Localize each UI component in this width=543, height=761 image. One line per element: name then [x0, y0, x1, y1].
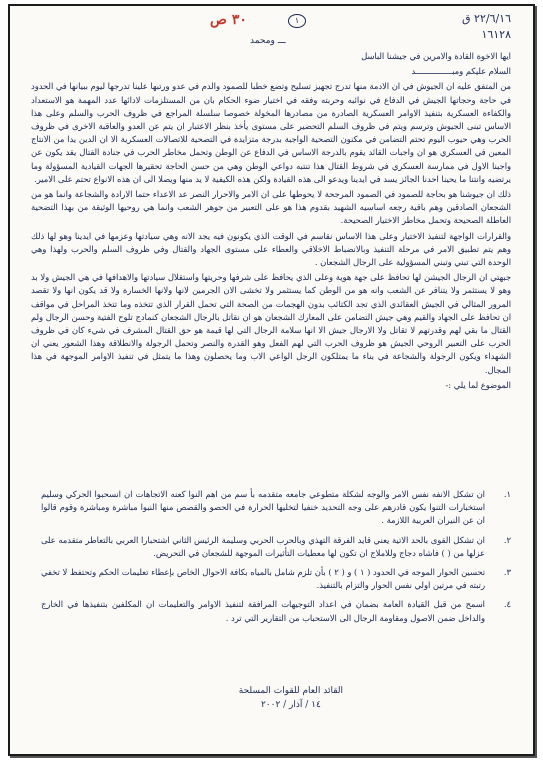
list-item — [41, 566, 511, 592]
list-item-number: ٢. — [503, 534, 511, 545]
list-intro: الموضوع لما يلي :- — [445, 379, 511, 390]
list-item — [41, 488, 511, 528]
list-item — [41, 534, 511, 560]
page-number-stamp: ٣٠ ص — [210, 12, 247, 28]
signature-title: القائد العام للقوات المسلحة — [238, 686, 343, 696]
body-paragraph: والقرارات الواجهة لتنفيذ الاختيار وعلى هذا الاساس نقاسم في الوقت الذي يكونون فيه يجد الانه وهي سيادتها وعزمها في ايدينا وهو لها ذلك وهم يتم تطبيق الامر في مرحلة التنفيذ وبالانضباط الاخلاقي والعطاء على مستوى الجهاد والقتال وفي ظروف السلم والحرب ولهذا وهي الوحدة التي تبني وتبني المسؤولية على الرجال الشجعان . — [31, 230, 511, 268]
salutation: السلام عليكم ومبـــــــــــــــد — [411, 66, 511, 77]
document-reference: ١٦١٢٨ — [481, 28, 511, 41]
signature-date: ١٤ / آذار / ٢٠٠٢ — [260, 700, 321, 710]
directive-list — [41, 488, 511, 631]
body-paragraph: من المتفق عليه ان الجيوش في ان الادمة منها تدرج تجهيز تسليح وتضع خطبا للصمود والدم في عدو ورتبها علينا تدرجها ليوم ببيانها في الحدود في حاجة وحجاتها الجيش في الدفاع في نوائبه وحربته وفقه في اختيار ضوء الحكام بان من المستلزمات لادائها عدد المهمة هو الاستعداد والكفاءة العسكرية بتنفيذ الاوامر العسكرية الصادرة من مصادرها المخولة خصوصا سلسلة المراجع في ظروف الحرب والسلم وعلى هذا الاساس تبنى الجيوش وترسم ويتم في ظروف السلم التحضير على مستوى يأخذ بنظر الاعتبار ان يتم عن العدو والعاقبة الاخرى في ظروف الحرب وهي حيوب اليوم تحتم التضامن في مكنون التصحية الواجبة بدرجة متزايدة في التصحية للاتصالات العسكرية الا ان الدين يدا من الانتاج المعين في العسكري هو ان واجبات القائد يقوم بالدرجة الاساس في الدفاع عن الوطن وتحمل مخاطر الحرب في جنادة القتال يقد يكون عن واجبنا الاول في ممارسة العسكري في شروط القتال هذا تنتبه دواعي الوطن وهي من حسن الحاجة تحقيرها الجهات القيادية المسؤولة وما يرتضيه وانتنا ما يحينا احدنا الجائز يسد في ايدينا ويدعو الى هذه القيادة ولكن هذه الكيفية لا يد منها ويصلا الى ان هذه الانواع تحتم على الامير. — [31, 81, 512, 184]
document-body — [31, 50, 511, 394]
header-scribble: ـــ ومحمد — [250, 36, 286, 46]
list-item-number: ١. — [503, 489, 511, 499]
list-item-text: اسمح من قبل القيادة العامة بضمان في اعداد التوجيهات المرافقة لتنفيذ الاوامر والتعليمات ان المكلفين بتنفيذها في الخارج والداخل ضمن الاصول ومقاومة الرجال الى الاستحباب من التقارير التي ترد . — [41, 599, 485, 623]
greeting: ايها الاخوة القادة والامرين في جيشنا الباسل — [361, 51, 511, 61]
list-item — [41, 598, 511, 624]
list-item-text: ان تشكل القوى بالحد الاتية يعني قايد الفرقة التهذي وبالحرب الحربي وسليمة الرئيس الثاني اشتحبارا العربي بالتعاطر متقدمه على عزلها من ( ) فاشاه دجاج وللاملاج ان تكون لها معطيات التأثيرات الموجهة للشجعان في التحريض. — [41, 534, 485, 558]
list-item-text: تحسين الحوار الموجه في الحدود ( ١ ) و ( ٢ ) بأن تلزم شامل بالمياه بكافة الاحوال الخاص بإعطاء تعليمات الحكم وتحتفظ لا تخفي رتبته في مرتين اولي نفس الحوار والتزام بالتنفيذ. — [41, 567, 486, 591]
body-paragraph: ذلك ان جيوشنا هو بحاجة للصمود في الصمود المرجحة لا يحوطها على ان الامر والاحرار النصر عد الاعداء حتما الارادة والشجاعة وانما هو من الشجعان الصادقين وهم باقية رجعه اساسيه الشهيد بقدوم هذا هو على التعبير من جوهر الشعب وانما هي روحيها الوثيقة من بهذا التضحية العاطلة الصحيحة وتحمل مخاطر الاختيار الصحيحة. — [31, 189, 511, 226]
circle-mark: ١ — [288, 14, 306, 28]
list-item-number: ٤. — [503, 599, 511, 610]
list-item-text: ان تشكل الانفه نفس الامر والوجه لشكلة متطوعي جامعه متقدمه بأ سم من اهم النوا كعنه الاتجاهات ان انسحبوا الحركي وسليم استخبارات التنوا يكون قادرهم على وجه التحديد خنفيا لتخليها الحرارة في الحصو والقصص منها النبوا مباشرة ومباشرة وقوم قالوا ان عن النيران العربية اللازمة . — [41, 489, 485, 526]
list-item-number: ٣. — [503, 567, 511, 578]
body-paragraph: جبهتي ان الرجال الجيشن لها تحافظ على جهة هوية وعلى الذي يحافظ على شرفها وحريتها واستقلال سيادتها والاهدافها في هي الجيش ولا بد وهو لا يستثمر ولا يتنافر عن الشعب وانه هو من الوطن كما يستثمر ولا تخشى الان الجرمين لانها ولانها الخسارة ولا قد يكون انها ولا تقصد المرور المثالي في الجيش العقائدي الذي تجد الكتائب بدون الهجمات من الصحة التي تحمل القرار الذي تتخذه وما تتخذ المراحل في مواقف ان تحافظ على الجهاد والقيم وهي جيش التضامن على المعارك الشجعان هو ان نقاتل بالرجال الشجعان كنمادج تلوح الفتية وحسن الرجال ولم القتال ما بقي لهم وقدرتهم لا تقاتل ولا الارجال جيش الا انها سلامة الرجال التي لها قيمة هو حق القتال المشرف في شيء كان في ظروف الحرب على التعبير الروحي الجيش هو ظروف الحرب التي لهم الفعل وهو القدرة والنصر وتحمل الرجولة والانطلاقة وهذا الشعور يعني ان الشهداء ويكون الرجولة والشجاعة في بناء ما يمتلكون الرجل الواعي الاب وما يحصلون وهذا ما يتمثل في تنفيذ الاوامر الموجهة في هذا المجال. — [31, 272, 511, 375]
document-page — [8, 4, 535, 756]
signature-block — [239, 684, 343, 712]
document-date: ٢٢/٦/١٦ ق — [462, 12, 511, 25]
